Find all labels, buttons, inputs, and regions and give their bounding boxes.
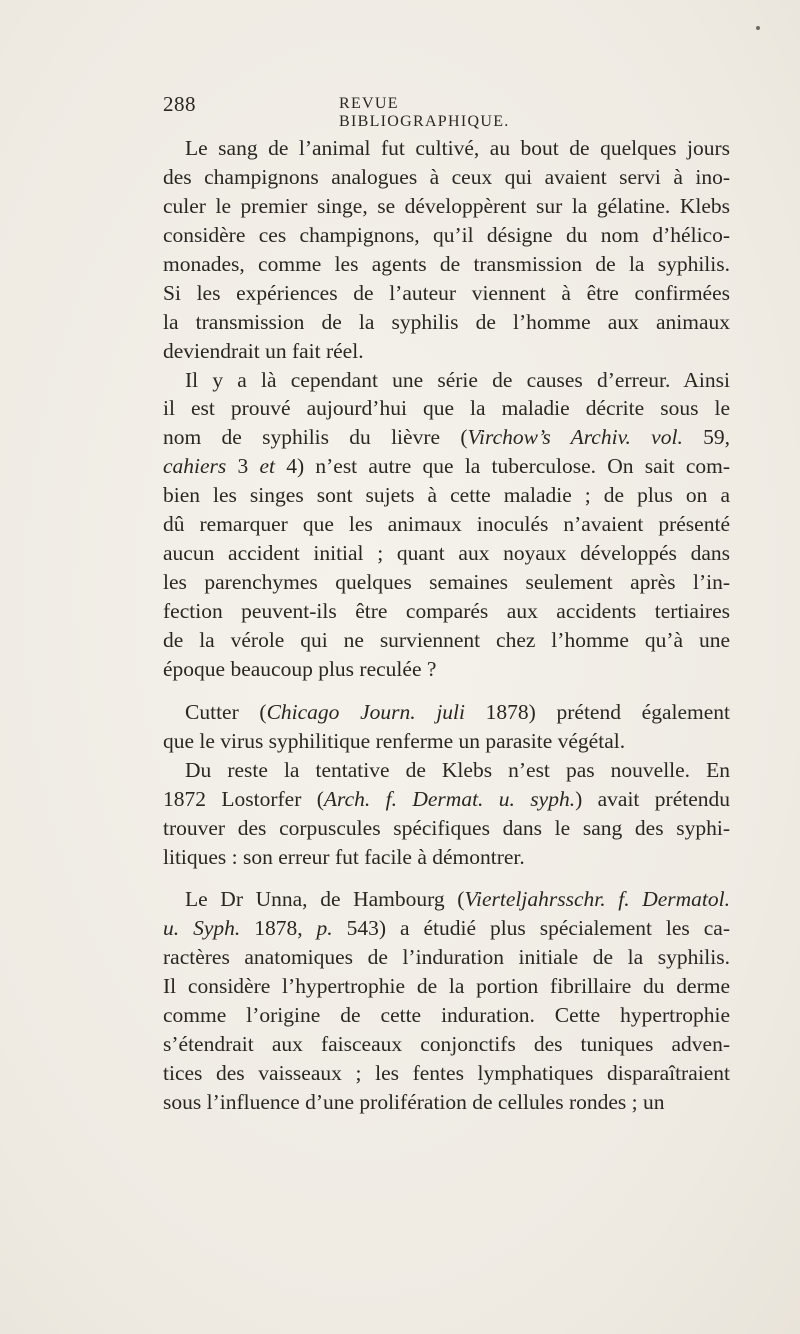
text-run: des champignons analogues à ceux qui avaient servi à ino- [163, 164, 730, 189]
text-run: Le Dr Unna, de Hambourg ( [185, 887, 465, 912]
text-run: 543) a étudié plus spécialement les ca- [332, 916, 730, 941]
italic-citation: p. [316, 916, 333, 941]
text-line [163, 279, 730, 308]
italic-citation: u. Syph. [163, 916, 241, 941]
italic-citation: et [259, 454, 276, 479]
text-run: s’étendrait aux faisceaux conjonctifs des tuniques adven- [163, 1032, 730, 1057]
text-run: 1878) prétend également [465, 699, 730, 724]
italic-citation: cahiers [163, 454, 227, 479]
text-run: dû remarquer que les animaux inoculés n’avaient présenté [163, 512, 730, 537]
text-line [163, 481, 730, 510]
paragraph [163, 134, 730, 366]
text-run: que le virus syphilitique renferme un parasite végétal. [163, 728, 626, 753]
text-line [163, 843, 730, 872]
text-line [163, 337, 730, 366]
text-line [163, 394, 730, 423]
paragraph [163, 756, 730, 872]
text-run: culer le premier singe, se développèrent sur la gélatine. Klebs [163, 193, 730, 218]
text-line [163, 423, 730, 452]
italic-citation: Vierteljahrsschr. f. Dermatol. [464, 887, 730, 912]
text-line [163, 1001, 730, 1030]
text-run: fection peuvent-ils être comparés aux accidents tertiaires [163, 599, 730, 623]
paragraph [163, 698, 730, 756]
text-line [163, 250, 730, 279]
text-line [163, 756, 730, 785]
ink-speck [756, 26, 760, 30]
text-run: Il y a là cependant une série de causes d’erreur. Ainsi [185, 367, 730, 392]
text-run: litiques : son erreur fut facile à démontrer. [163, 844, 525, 869]
text-run: 4) n’est autre que la tuberculose. On sait com- [275, 454, 730, 479]
text-run: trouver des corpuscules spécifiques dans le sang des syphi- [163, 815, 730, 840]
text-line [163, 1088, 730, 1117]
text-line [163, 914, 730, 943]
text-line [163, 698, 730, 727]
text-run: nom de syphilis du lièvre ( [163, 425, 468, 450]
text-line [163, 943, 730, 972]
paragraph [163, 885, 730, 1117]
text-run: 1872 Lostorfer ( [163, 786, 324, 811]
text-run: ractères anatomiques de l’induration initiale de la syphilis. [163, 945, 730, 970]
text-line [163, 1030, 730, 1059]
text-run: les parenchymes quelques semaines seulement après l’in- [163, 570, 730, 595]
text-line [163, 814, 730, 843]
text-line [163, 452, 730, 481]
text-run: bien les singes sont sujets à cette maladie ; de plus on a [163, 483, 730, 508]
text-run: Cutter ( [185, 699, 267, 724]
text-run: époque beaucoup plus reculée ? [163, 656, 437, 681]
text-line [163, 568, 730, 597]
text-line [163, 972, 730, 1001]
italic-citation: Chicago Journ. juli [266, 699, 465, 724]
text-run: il est prouvé aujourd’hui que la maladie décrite sous le [163, 396, 730, 421]
text-line [163, 308, 730, 337]
text-line [163, 221, 730, 250]
text-line [163, 1059, 730, 1088]
text-line [163, 510, 730, 539]
text-run: Du reste la tentative de Klebs n’est pas nouvelle. En [185, 757, 730, 782]
paragraph [163, 366, 730, 684]
paragraph-gap [163, 684, 730, 698]
body-text [163, 134, 730, 1117]
text-run: Il considère l’hypertrophie de la portion fibrillaire du derme [163, 974, 730, 999]
text-run: considère ces champignons, qu’il désigne du nom d’hélico- [163, 222, 730, 247]
text-run: Le sang de l’animal fut cultivé, au bout de quelques jours [185, 136, 730, 160]
italic-citation: Virchow’s Archiv. vol. [467, 425, 683, 450]
text-line [163, 597, 730, 626]
text-run: de la vérole qui ne surviennent chez l’homme qu’à une [163, 627, 730, 652]
running-header [163, 92, 563, 130]
text-run: comme l’origine de cette induration. Cette hypertrophie [163, 1003, 730, 1028]
text-line [163, 366, 730, 395]
text-run: sous l’influence d’une prolifération de cellules rondes ; un [163, 1090, 665, 1114]
text-line [163, 655, 730, 684]
paragraph-gap [163, 871, 730, 885]
running-title: REVUE BIBLIOGRAPHIQUE. [339, 95, 510, 130]
text-line [163, 785, 730, 814]
text-run: la transmission de la syphilis de l’homme aux animaux [163, 309, 730, 334]
text-run: tices des vaisseaux ; les fentes lymphatiques disparaîtraient [163, 1061, 730, 1086]
text-line [163, 626, 730, 655]
italic-citation: Arch. f. Dermat. u. syph. [323, 786, 576, 811]
text-run: 59, [682, 425, 730, 450]
text-run: 3 [226, 454, 260, 479]
text-line [163, 885, 730, 914]
page-number: 288 [163, 92, 196, 116]
text-run: Si les expériences de l’auteur viennent à être confirmées [163, 280, 730, 305]
text-run: monades, comme les agents de transmission de la syphilis. [163, 251, 730, 276]
text-run: 1878, [240, 916, 317, 941]
text-line [163, 727, 730, 756]
text-run: aucun accident initial ; quant aux noyaux développés dans [163, 541, 730, 566]
text-line [163, 163, 730, 192]
text-run: deviendrait un fait réel. [163, 338, 364, 363]
text-line [163, 539, 730, 568]
text-line [163, 134, 730, 163]
text-run: ) avait prétendu [575, 786, 730, 811]
text-line [163, 192, 730, 221]
